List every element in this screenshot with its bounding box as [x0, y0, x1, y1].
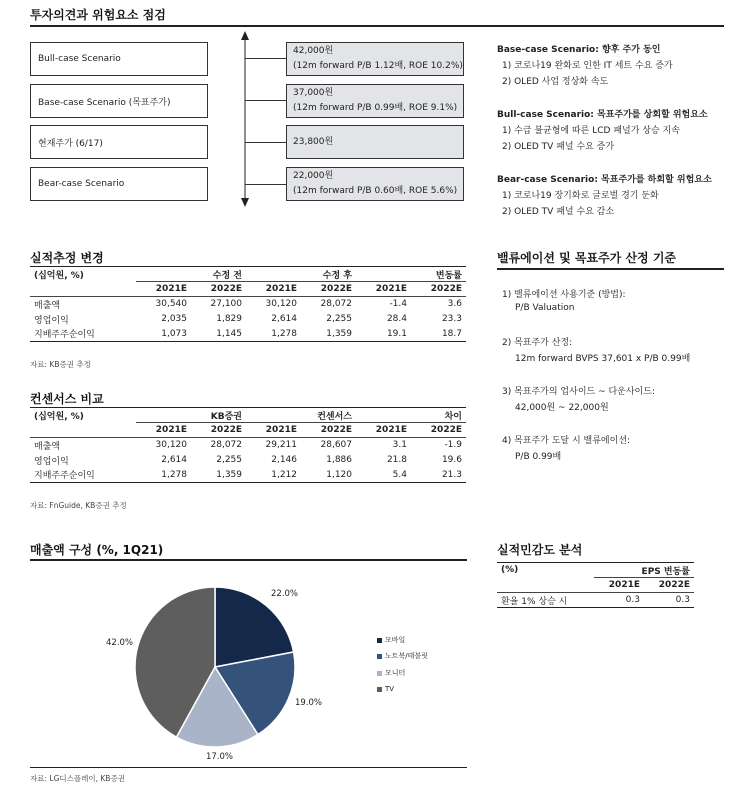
table-row: 지배주주순이익 1,278 1,359 1,212 1,120 5.4 21.3 — [30, 468, 466, 483]
table-year: 2022E — [644, 578, 694, 593]
table-row: 매출액 30,540 27,100 30,120 28,072 -1.4 3.6 — [34, 299, 462, 311]
scenario-note-item: 2) OLED 사업 정상화 속도 — [502, 77, 609, 87]
valuation-item: 2) 목표주가 산정: — [502, 338, 573, 348]
legend-swatch — [377, 671, 382, 676]
pie-label-tv: 42.0% — [106, 638, 134, 648]
scenario-value-current — [286, 125, 464, 159]
source-note: 자료: KB증권 추정 — [30, 360, 91, 369]
valuation-item: 1) 밸류에이션 사용기준 (방법): — [502, 290, 626, 300]
scenario-note-item: 1) 수급 불균형에 따른 LCD 패널가 상승 지속 — [502, 126, 680, 136]
section-divider — [30, 767, 467, 768]
scenario-note-item: 1) 코로나19 장기화로 글로벌 경기 둔화 — [502, 191, 659, 201]
valuation-item: 3) 목표주가의 업사이드 ~ 다운사이드: — [502, 387, 655, 397]
scenario-price: 22,000원 — [293, 171, 334, 181]
consensus-table — [30, 407, 466, 483]
table-row: 환율 1% 상승 시 0.3 0.3 — [497, 593, 694, 608]
scenario-note-title: Bull-case Scenario: 목표주가를 상회할 위험요소 — [497, 110, 708, 120]
scenario-detail: (12m forward P/B 1.12배, ROE 10.2%) — [293, 61, 463, 71]
table-year: 2022E — [301, 423, 356, 438]
scenario-note-item: 2) OLED TV 패널 수요 감소 — [502, 207, 615, 217]
table-group-header: 차이 — [356, 408, 466, 423]
scenario-label: Bull-case Scenario — [38, 54, 121, 64]
table-row: 매출액 30,120 28,072 29,211 28,607 3.1 -1.9 — [34, 440, 462, 452]
section-divider — [30, 559, 467, 561]
legend-swatch — [377, 654, 382, 659]
valuation-value: P/B 0.99배 — [515, 452, 562, 462]
table-group-header: EPS 변동률 — [594, 563, 694, 578]
table-row: 영업이익 2,035 1,829 2,614 2,255 28.4 23.3 — [34, 314, 462, 326]
scenario-detail: (12m forward P/B 0.60배, ROE 5.6%) — [293, 186, 458, 196]
scenario-value-base — [286, 84, 464, 118]
revenue-pie-chart — [120, 572, 310, 762]
table-year: 2021E — [594, 578, 644, 593]
table-year: 2021E — [246, 282, 301, 297]
scenario-price: 37,000원 — [293, 88, 334, 98]
section-divider — [30, 25, 724, 27]
valuation-value: P/B Valuation — [515, 303, 575, 313]
scenario-note-item: 2) OLED TV 패널 수요 증가 — [502, 142, 615, 152]
scenario-box-bear — [30, 167, 208, 201]
section-title-sensitivity: 실적민감도 분석 — [497, 543, 583, 557]
scenario-box-current — [30, 125, 208, 159]
scenario-note-title: Bear-case Scenario: 목표주가를 하회할 위험요소 — [497, 175, 712, 185]
table-group-header: KB증권 — [136, 408, 246, 423]
table-group-header: 컨센서스 — [246, 408, 356, 423]
connector-line — [245, 100, 286, 101]
table-year: 2022E — [411, 423, 466, 438]
connector-line — [245, 142, 286, 143]
scenario-value-bull — [286, 42, 464, 76]
legend-swatch — [377, 687, 382, 692]
table-year: 2021E — [136, 282, 191, 297]
section-title-valuation: 밸류에이션 및 목표주가 산정 기준 — [497, 251, 677, 265]
section-title-revenue: 매출액 구성 (%, 1Q21) — [30, 543, 164, 557]
legend-item-tv: TV — [377, 685, 394, 693]
table-group-header: 변동률 — [356, 267, 466, 282]
legend-item-monitor: 모니터 — [377, 668, 405, 678]
scenario-price: 23,800원 — [293, 136, 334, 147]
table-row: 영업이익 2,614 2,255 2,146 1,886 21.8 19.6 — [34, 455, 462, 467]
table-year: 2022E — [191, 282, 246, 297]
pie-label-notebook: 19.0% — [295, 698, 323, 708]
scenario-note-title: Base-case Scenario: 향후 주가 동인 — [497, 45, 661, 55]
valuation-value: 42,000원 ~ 22,000원 — [515, 403, 609, 413]
section-title-investment: 투자의견과 위험요소 점검 — [30, 8, 166, 22]
table-unit: (십억원, %) — [30, 408, 136, 423]
table-year: 2021E — [246, 423, 301, 438]
table-group-header: 수정 후 — [246, 267, 356, 282]
table-row: 지배주주순이익 1,073 1,145 1,278 1,359 19.1 18.7 — [30, 327, 466, 342]
scenario-note-item: 1) 코로나19 완화로 인한 IT 세트 수요 증가 — [502, 61, 673, 71]
pie-label-monitor: 17.0% — [206, 752, 234, 762]
connector-line — [245, 58, 286, 59]
scenario-value-bear — [286, 167, 464, 201]
table-year: 2021E — [356, 282, 411, 297]
section-title-consensus: 컨센서스 비교 — [30, 392, 104, 406]
table-year: 2022E — [301, 282, 356, 297]
double-arrow-icon — [238, 30, 252, 208]
section-title-estimates: 실적추정 변경 — [30, 251, 104, 265]
legend-item-mobile: 모바일 — [377, 635, 405, 645]
valuation-item: 4) 목표주가 도달 시 밸류에이션: — [502, 436, 631, 446]
table-unit: (%) — [497, 563, 594, 578]
scenario-label: Base-case Scenario (목표주가) — [38, 97, 171, 108]
source-note: 자료: LG디스플레이, KB증권 — [30, 774, 125, 783]
valuation-value: 12m forward BVPS 37,601 x P/B 0.99배 — [515, 354, 691, 364]
legend-swatch — [377, 638, 382, 643]
sensitivity-table — [497, 562, 694, 608]
pie-label-mobile: 22.0% — [271, 589, 299, 599]
table-year: 2022E — [411, 282, 466, 297]
source-note: 자료: FnGuide, KB증권 추정 — [30, 501, 127, 510]
scenario-detail: (12m forward P/B 0.99배, ROE 9.1%) — [293, 103, 458, 113]
scenario-label: Bear-case Scenario — [38, 179, 125, 189]
table-year: 2021E — [136, 423, 191, 438]
section-divider — [497, 268, 724, 270]
connector-line — [245, 184, 286, 185]
table-group-header: 수정 전 — [136, 267, 246, 282]
scenario-label: 현재주가 (6/17) — [38, 138, 103, 149]
legend-item-notebook: 노트북/태블릿 — [377, 651, 428, 661]
scenario-box-bull — [30, 42, 208, 76]
scenario-price: 42,000원 — [293, 46, 334, 56]
table-year: 2022E — [191, 423, 246, 438]
table-unit: (십억원, %) — [30, 267, 136, 282]
estimates-table — [30, 266, 466, 342]
table-year: 2021E — [356, 423, 411, 438]
scenario-box-base — [30, 84, 208, 118]
